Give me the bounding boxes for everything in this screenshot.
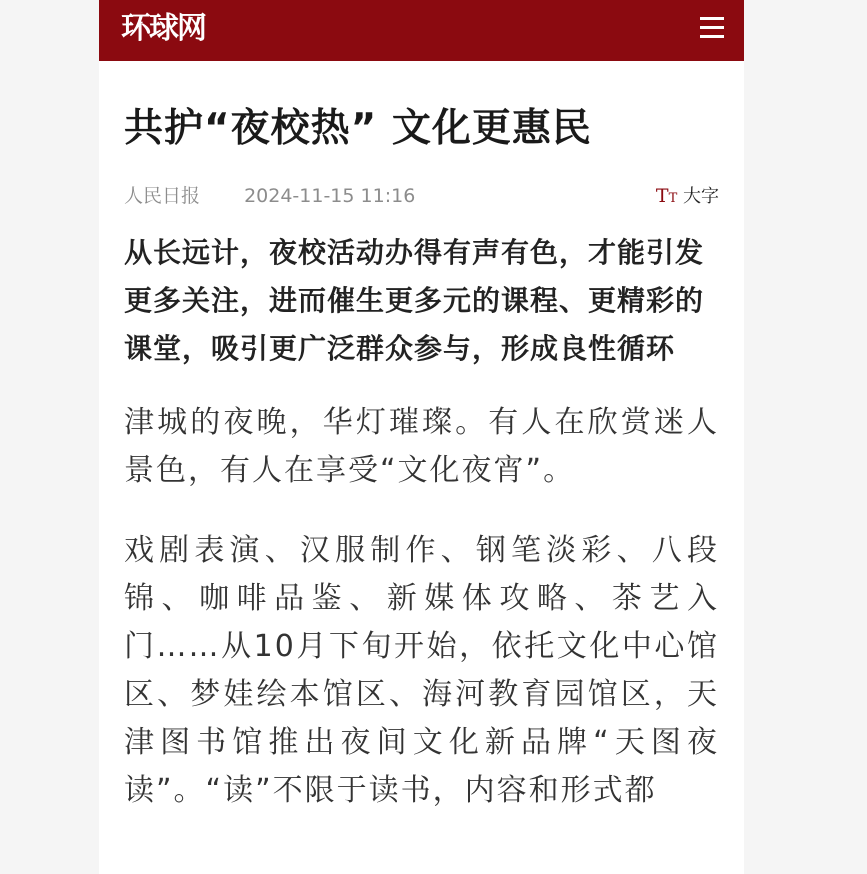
site-header — [99, 0, 744, 61]
article-title: 共护“夜校热” 文化更惠民 — [124, 106, 592, 151]
font-size-icon — [656, 185, 677, 207]
article-paragraph: 戏剧表演、汉服制作、钢笔淡彩、八段锦、咖啡品鉴、新媒体攻略、茶艺入门……从10月下旬开始，依托文化中心馆区、梦娃绘本馆区、海河教育园馆区，天津图书馆推出夜间文化新品牌“天图夜读”。“读”不限于读书，内容和形式都 — [124, 533, 719, 808]
site-logo[interactable]: 环球网 — [121, 11, 205, 46]
font-size-label: 大字 — [683, 186, 719, 207]
font-size-glyph-large: T — [655, 185, 669, 207]
article-page — [99, 0, 744, 874]
menu-bar — [700, 26, 724, 29]
article-paragraph: 津城的夜晚，华灯璀璨。有人在欣赏迷人景色，有人在享受“文化夜宵”。 — [124, 405, 719, 488]
menu-bar — [700, 35, 724, 38]
font-size-toggle[interactable] — [656, 183, 719, 212]
article-source: 人民日报 — [124, 185, 201, 207]
article-content — [99, 101, 744, 815]
article-summary: 从长远计，夜校活动办得有声有色，才能引发更多关注，进而催生更多元的课程、更精彩的课堂，吸引更广泛群众参与，形成良性循环 — [124, 236, 705, 365]
article-meta — [124, 183, 719, 209]
hamburger-menu-icon[interactable] — [700, 17, 724, 39]
article-datetime: 2024-11-15 11:16 — [244, 185, 416, 207]
menu-bar — [700, 17, 724, 20]
font-size-glyph-small: T — [668, 191, 678, 206]
